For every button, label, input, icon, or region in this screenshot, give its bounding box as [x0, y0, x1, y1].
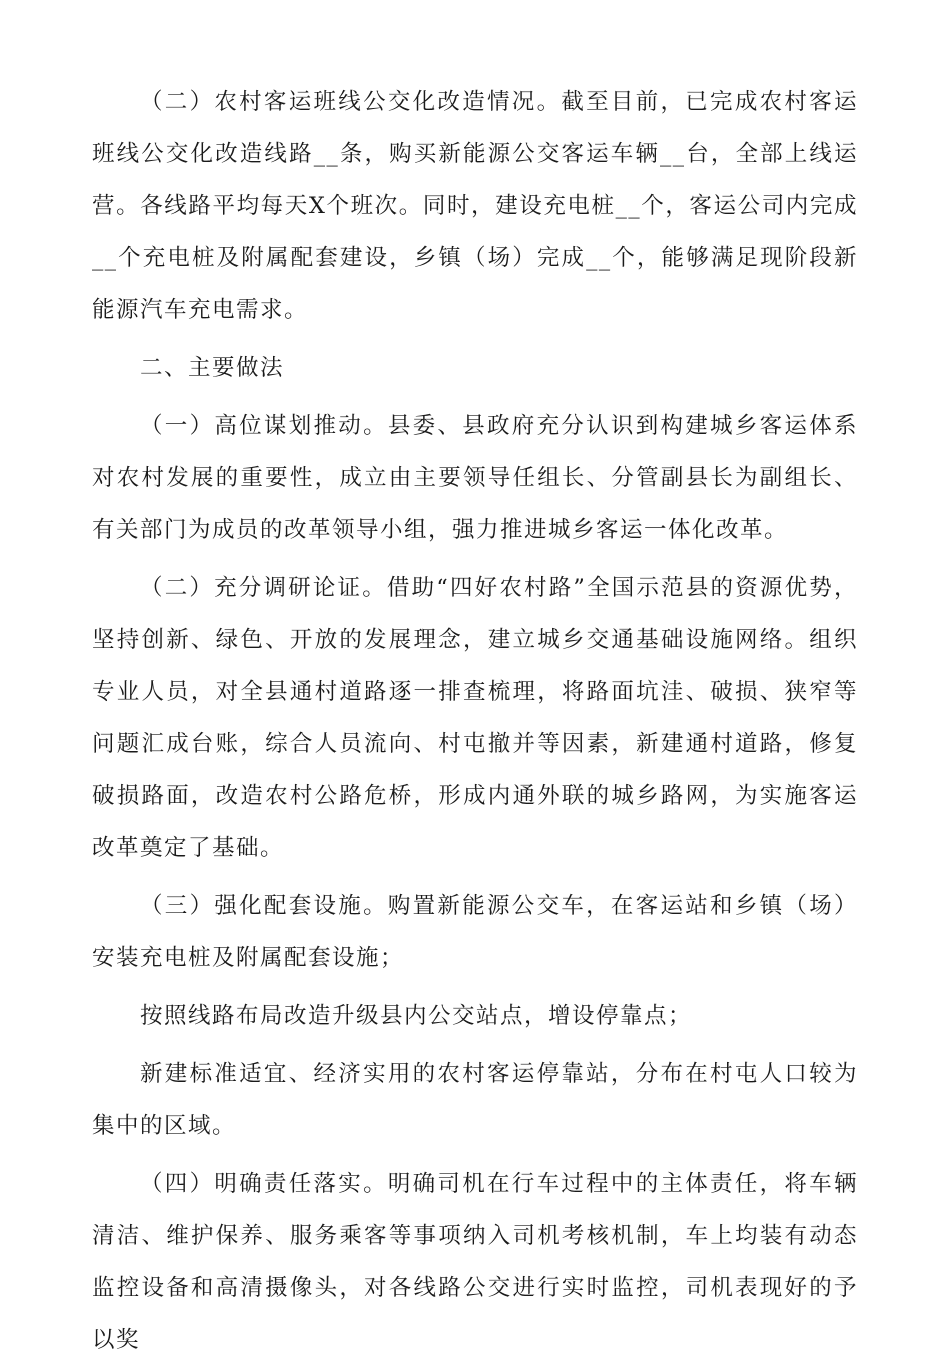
paragraph-bus-stop-upgrade: 按照线路布局改造升级县内公交站点，增设停靠点；	[140, 1003, 693, 1029]
paragraph-responsibility: （四）明确责任落实。明确司机在行车过程中的主体责任，将车辆清洁、维护保养、服务乘客等事项纳入司机考核机制，车上均装有动态监控设备和高清摄像头，对各线路公交进行实时监控，司机表现好的予以奖	[92, 1171, 858, 1353]
paragraph-new-stations: 新建标准适宜、经济实用的农村客运停靠站，分布在村屯人口较为集中的区域。	[92, 1061, 858, 1139]
paragraph-high-level-planning: （一）高位谋划推动。县委、县政府充分认识到构建城乡客运体系对农村发展的重要性，成立由主要领导任组长、分管副县长为副组长、有关部门为成员的改革领导小组，强力推进城乡客运一体化改革。	[92, 413, 858, 543]
paragraph-research-demonstration: （二）充分调研论证。借助“四好农村路”全国示范县的资源优势，坚持创新、绿色、开放的发展理念，建立城乡交通基础设施网络。组织专业人员，对全县通村道路逐一排查梳理，将路面坑洼、破损、狭窄等问题汇成台账，综合人员流向、村屯撤并等因素，新建通村道路，修复破损路面，改造农村公路危桥，形成内通外联的城乡路网，为实施客运改革奠定了基础。	[92, 575, 858, 861]
paragraph-rural-bus-reform-status: （二）农村客运班线公交化改造情况。截至目前，已完成农村客运班线公交化改造线路__条，购买新能源公交客运车辆__台，全部上线运营。各线路平均每天X个班次。同时，建设充电桩__个，客运公司内完成__个充电桩及附属配套建设，乡镇（场）完成__个，能够满足现阶段新能源汽车充电需求。	[92, 89, 858, 323]
paragraph-supporting-facilities: （三）强化配套设施。购置新能源公交车，在客运站和乡镇（场）安装充电桩及附属配套设施；	[92, 893, 858, 971]
section-heading-main-practices: 二、主要做法	[140, 355, 285, 381]
